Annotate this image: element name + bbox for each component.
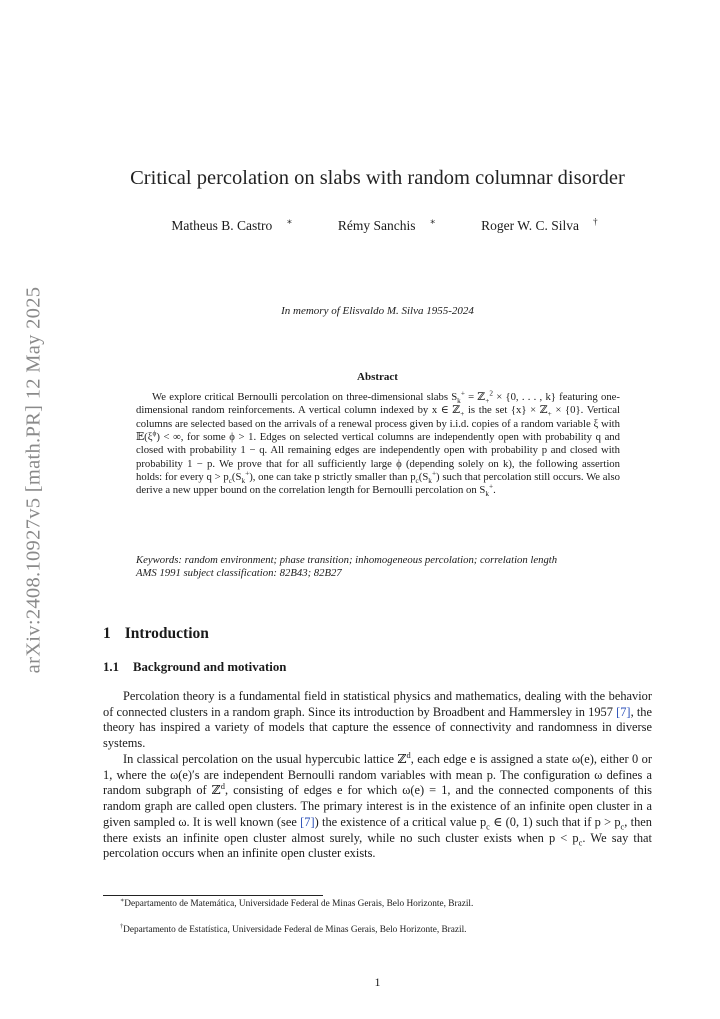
footnote: ∗Departamento de Matemática, Universidade Federal de Minas Gerais, Belo Horizonte, Brazil.	[120, 896, 474, 909]
body-paragraph: Percolation theory is a fundamental field in statistical physics and mathematics, dealing with the behavior of connected clusters in a random graph. Since its introduction by Broadbent and Hammersley in 1957 [7], the theory has inspired a variety of models that capture the essence of connectivity and randomness in diverse systems.	[103, 689, 652, 751]
abstract-heading: Abstract	[357, 371, 398, 383]
author: Roger W. C. Silva †	[481, 216, 598, 233]
paper-title: Critical percolation on slabs with random columnar disorder	[130, 167, 625, 189]
subsection-heading: 1.1 Background and motivation	[103, 660, 287, 674]
author-list	[0, 218, 720, 234]
arxiv-identifier: arXiv:2408.10927v5 [math.PR] 12 May 2025	[22, 286, 45, 674]
page-number: 1	[374, 975, 381, 989]
dedication: In memory of Elisvaldo M. Silva 1955-2024	[281, 305, 474, 317]
footnote: †Departamento de Estatística, Universidade Federal de Minas Gerais, Belo Horizonte, Brazil.	[120, 922, 467, 935]
keywords: Keywords: random environment; phase transition; inhomogeneous percolation; correlation length	[136, 554, 558, 566]
author: Rémy Sanchis ∗	[337, 216, 436, 233]
ams-classification: AMS 1991 subject classification: 82B43; 82B27	[136, 567, 342, 580]
keywords-block	[136, 554, 620, 581]
body-paragraph: In classical percolation on the usual hypercubic lattice ℤ$^d$, each edge e is assigned a state ω(e), either 0 or 1, where the ω(e)′s are independent Bernoulli random variables with mean p. The configuration ω defines a random subgraph of ℤ$^d$, consisting of edges e for which ω(e) = 1, and the connected components of this random graph are called open clusters. The primary interest is in the existence of an infinite open cluster in a given sampled ω. It is well known (see [7]) the existence of a critical value $p_c$ ∈ (0, 1) such that if $p > p_c$, then there exists an infinite open cluster almost surely, while no such cluster exists when $p < p_c$. We say that percolation occurs when an infinite open cluster exists.	[103, 749, 653, 861]
abstract-text: We explore critical Bernoulli percolation on three-dimensional slabs $S_k^+$ = ℤ$_+^2$ × {0, . . . , k} featuring one-dimensional random reinforcements. A vertical column indexed by x ∈ ℤ$_+$ is the set {x} × ℤ$_+$ × {0}. Vertical columns are selected based on the arrivals of a renewal process given by i.i.d. copies of a random variable ξ with $𝔼(\xi^\phi)$ < ∞, for some ϕ > 1. Edges on selected vertical columns are independently open with probability q and closed with probability 1 − q. All remaining edges are independently open with probability p and closed with probability 1 − p. We prove that for all sufficiently large ϕ (depending solely on k), the following assertion holds: for every $q > p_c(S_k^+)$, one can take p strictly smaller than $p_c(S_k^+)$ such that percolation still occurs. We also derive a new upper bound on the correlation length for Bernoulli percolation on $S_k^+$.	[136, 389, 620, 499]
author: Matheus B. Castro ∗	[171, 216, 293, 233]
footnote-rule	[103, 895, 323, 896]
section-heading: 1 Introduction	[103, 625, 209, 642]
